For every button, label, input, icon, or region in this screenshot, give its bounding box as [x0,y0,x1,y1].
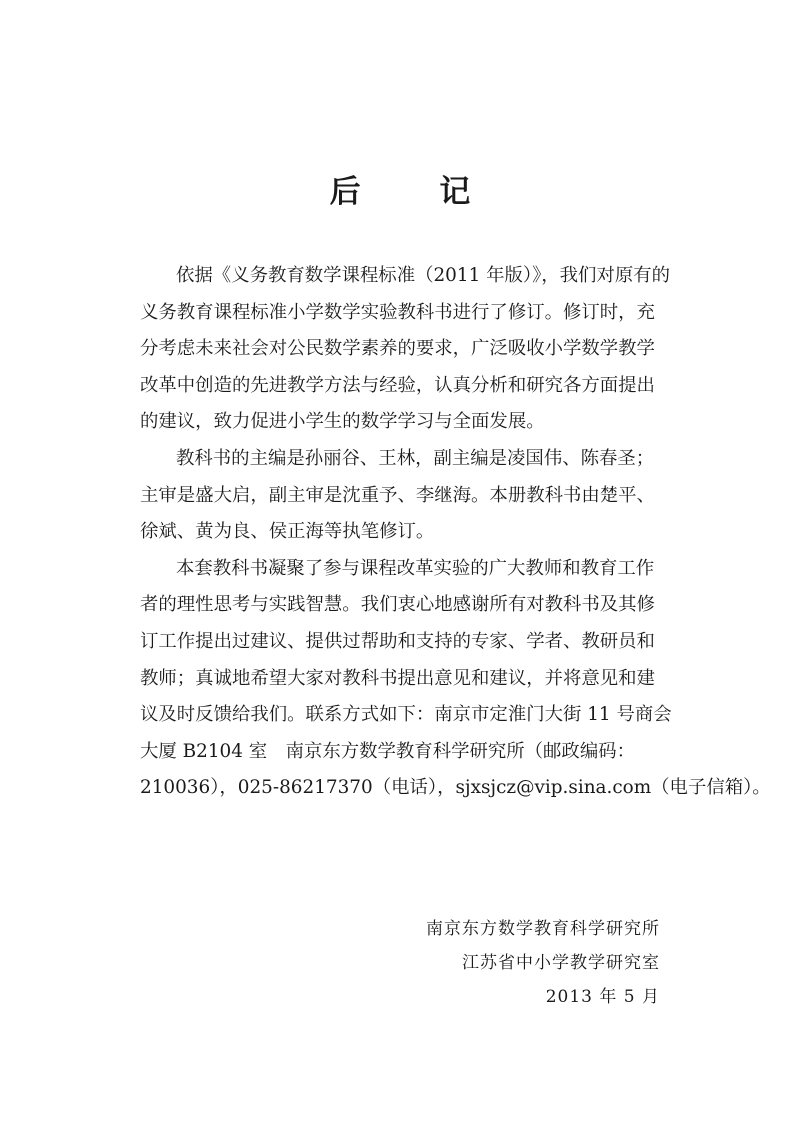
paragraph-revision [140,258,690,441]
signature-block [260,912,660,1014]
text-line: 改革中创造的先进教学方法与经验，认真分析和研究各方面提出 [140,374,655,396]
text-line: 依据《义务教育数学课程标准（2011 年版）》，我们对原有的 [176,265,671,286]
text-line: 分考虑未来社会对公民数学素养的要求，广泛吸收小学数学教学 [140,338,655,360]
text-line: 的建议，致力促进小学生的数学学习与全面发展。 [140,411,545,433]
text-line: 210036），025-86217370（电话），sjxsjcz@vip.sina.com（电子信箱）。 [140,777,771,799]
paragraph-acknowledgement [140,551,771,807]
text-line: 义务教育课程标准小学数学实验教科书进行了修订。修订时，充 [140,301,655,323]
page-title: 后 记 [329,174,505,210]
paragraph-editors [140,441,690,551]
text-line: 主审是盛大启，副主审是沈重予、李继海。本册教科书由楚平、 [140,484,655,506]
text-line: 徐斌、黄为良、侯正海等执笔修订。 [140,521,435,543]
text-line: 订工作提出过建议、提供过帮助和支持的专家、学者、教研员和 [140,630,655,652]
signature-org-1: 南京东方数学教育科学研究所 [426,919,660,939]
text-line: 者的理性思考与实践智慧。我们衷心地感谢所有对教科书及其修 [140,594,655,616]
text-line: 大厦 B2104 室 南京东方数学教育科学研究所（邮政编码： [140,740,635,762]
text-line: 本套教科书凝聚了参与课程改革实验的广大教师和教育工作 [176,557,655,579]
text-line: 教师；真诚地希望大家对教科书提出意见和建议，并将意见和建 [140,667,655,689]
text-line: 教科书的主编是孙丽谷、王林，副主编是凌国伟、陈春圣； [176,447,655,469]
signature-org-2: 江苏省中小学教学研究室 [462,953,660,973]
signature-date: 2013 年 5 月 [545,987,660,1007]
text-line: 议及时反馈给我们。联系方式如下：南京市定淮门大街 11 号商会 [140,704,672,726]
body-text [140,258,771,807]
